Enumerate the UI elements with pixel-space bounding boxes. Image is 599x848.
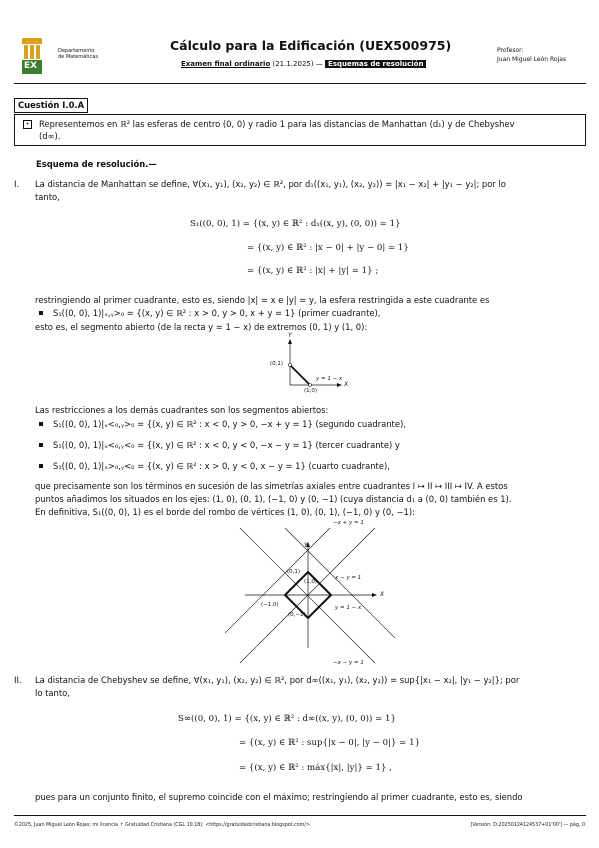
fig2-vertex-right: (1,0) xyxy=(304,579,318,585)
part2-equation-2: = {(x, y) ∈ ℝ² : sup{|x − 0|, |y − 0|} = 1} xyxy=(239,738,421,748)
exam-date: (21.1.2025) — xyxy=(272,60,323,68)
professor-block xyxy=(497,46,566,64)
bullet-2-text: S₁((0, 0), 1)|ₓ<₀,ᵧ>₀ = {(x, y) ∈ ℝ² : x < 0, y > 0, −x + y = 1} (segundo cuadrante), xyxy=(53,419,406,429)
question-marker: • xyxy=(23,120,32,129)
part1-paragraph-b: tanto, xyxy=(35,192,60,202)
dept-line-1: Departamento xyxy=(58,48,95,54)
part1-bullet-2 xyxy=(35,419,587,430)
logo-text: EX xyxy=(24,61,38,71)
section-heading: Esquema de resolución.— xyxy=(36,159,157,169)
fig2-right-upper-label: x − y = 1 xyxy=(335,575,362,581)
fig2-x-axis-label: X xyxy=(380,591,385,598)
question-title-box xyxy=(14,98,88,113)
dept-line-2: de Matemáticas xyxy=(58,54,98,60)
bullet-square xyxy=(39,311,43,315)
bullet-1-text: S₁((0, 0), 1)|ₓ,ᵧ>₀ = {(x, y) ∈ ℝ² : x > 0, y > 0, x + y = 1} (primer cuadrante), xyxy=(53,308,381,318)
figure-first-quadrant xyxy=(260,332,370,400)
fig2-bottom-line-label: −x − y = 1 xyxy=(333,660,364,666)
part1-equation-1: S₁((0, 0), 1) = {(x, y) ∈ ℝ² : d₁((x, y), (0, 0)) = 1} xyxy=(190,219,401,229)
part1-equation-3: = {(x, y) ∈ ℝ² : |x| + |y| = 1} ; xyxy=(247,266,379,276)
exam-label: Examen final ordinario xyxy=(181,60,271,68)
fig1-y-axis-label: Y xyxy=(288,332,292,339)
footer-license: ©2025, Juan Miguel León Rojas; mi licencia ↑ Gratuidad Cristiana (CGL 10.18): <https://gratuidadcristiana.blogspot.com/>. xyxy=(14,823,312,828)
part-number-1: I. xyxy=(14,179,20,189)
part2-paragraph-b: lo tanto, xyxy=(35,688,70,698)
part1-paragraph-4: Las restricciones a los demás cuadrantes son los segmentos abiertos: xyxy=(35,405,329,415)
part-number-2: II. xyxy=(14,675,22,685)
part1-bullet-3 xyxy=(35,440,587,451)
part2-paragraph-2: pues para un conjunto finito, el supremo coincide con el máximo; restringiendo al primer cuadrante, esto es, siendo xyxy=(35,792,523,802)
part1-paragraph-5c: En definitiva, S₁((0, 0), 1) es el borde del rombo de vértices (1, 0), (0, 1), (−1, 0) y (0, −1): xyxy=(35,507,415,517)
bullet-3-text: S₁((0, 0), 1)|ₓ<₀,ᵧ<₀ = {(x, y) ∈ ℝ² : x < 0, y < 0, −x − y = 1} (tercer cuadrante) y xyxy=(53,440,400,450)
fig2-top-line-label: −x + y = 1 xyxy=(333,520,364,526)
fig1-line-label: y = 1 − x xyxy=(316,376,343,382)
fig1-point-top: (0,1) xyxy=(270,361,284,367)
bullet-4-text: S₁((0, 0), 1)|ₓ>₀,ᵧ<₀ = {(x, y) ∈ ℝ² : x > 0, y < 0, x − y = 1} (cuarto cuadrante), xyxy=(53,461,390,471)
footer-rule xyxy=(14,815,586,816)
fig2-vertex-bottom: (0,−1) xyxy=(288,612,306,618)
bullet-square xyxy=(39,422,43,426)
figure-rhombus xyxy=(225,520,395,670)
fig2-right-lower-label: y = 1 − x xyxy=(335,605,362,611)
question-statement-box xyxy=(14,114,586,146)
exam-line xyxy=(181,60,426,69)
dept-label xyxy=(58,48,98,60)
part2-paragraph-a: La distancia de Chebyshev se define, ∀(x₁, y₁), (x₂, y₂) ∈ ℝ², por d∞((x₁, y₁), (x₂, y₂)) = sup{|x₁ − x₂|, |y₁ − y₂|}; por xyxy=(35,675,520,685)
fig2-y-axis-label: Y xyxy=(304,542,308,549)
solutions-badge: Esquemas de resolución xyxy=(325,60,426,68)
bullet-square xyxy=(39,464,43,468)
part2-equation-1: S∞((0, 0), 1) = {(x, y) ∈ ℝ² : d∞((x, y), (0, 0)) = 1} xyxy=(178,714,396,724)
fig2-vertex-top: (0,1) xyxy=(287,569,301,575)
part1-equation-2: = {(x, y) ∈ ℝ² : |x − 0| + |y − 0| = 1} xyxy=(247,243,409,253)
professor-label: Profesor: xyxy=(497,47,524,54)
part1-paragraph-3: esto es, el segmento abierto (de la recta y = 1 − x) de extremos (0, 1) y (1, 0): xyxy=(35,322,368,332)
part2-equation-3: = {(x, y) ∈ ℝ² : máx{|x|, |y|} = 1} , xyxy=(239,763,392,773)
question-line-2: (d∞). xyxy=(39,131,61,141)
part1-bullet-1 xyxy=(35,308,587,319)
page-title: Cálculo para la Edificación (UEX500975) xyxy=(170,38,452,53)
question-line-1: Representemos en ℝ² las esferas de centro (0, 0) y radio 1 para las distancias de Manhattan (d₁) y de Chebyshev xyxy=(39,119,515,129)
fig1-x-axis-label: X xyxy=(344,381,349,388)
logo xyxy=(21,38,43,74)
footer-version: [Versión: D:20250124124537+01'00'] — pág. 0 xyxy=(470,823,585,828)
header-rule xyxy=(14,83,586,84)
fig1-point-right: (1,0) xyxy=(304,388,318,394)
professor-name: Juan Miguel León Rojas xyxy=(497,56,567,63)
part1-bullet-4 xyxy=(35,461,587,472)
bullet-square xyxy=(39,443,43,447)
part1-paragraph-5b: puntos añadimos los situados en los ejes: (1, 0), (0, 1), (−1, 0) y (0, −1) (cuya distancia d₁ a (0, 0) también es 1). xyxy=(35,494,512,504)
fig2-vertex-left: (−1,0) xyxy=(261,602,279,608)
part1-paragraph-2: restringiendo al primer cuadrante, esto es, siendo |x| = x e |y| = y, la esfera restringida a este cuadrante es xyxy=(35,295,490,305)
part1-paragraph-a: La distancia de Manhattan se define, ∀(x₁, y₁), (x₂, y₂) ∈ ℝ², por d₁((x₁, y₁), (x₂, y₂)) = |x₁ − x₂| + |y₁ − y₂|; por lo xyxy=(35,179,506,189)
question-title: Cuestión I.0.A xyxy=(18,100,85,110)
part1-paragraph-5a: que precisamente son los términos en sucesión de las simetrías axiales entre cuadrantes I ↦ II ↦ III ↦ IV. A estos xyxy=(35,481,508,491)
